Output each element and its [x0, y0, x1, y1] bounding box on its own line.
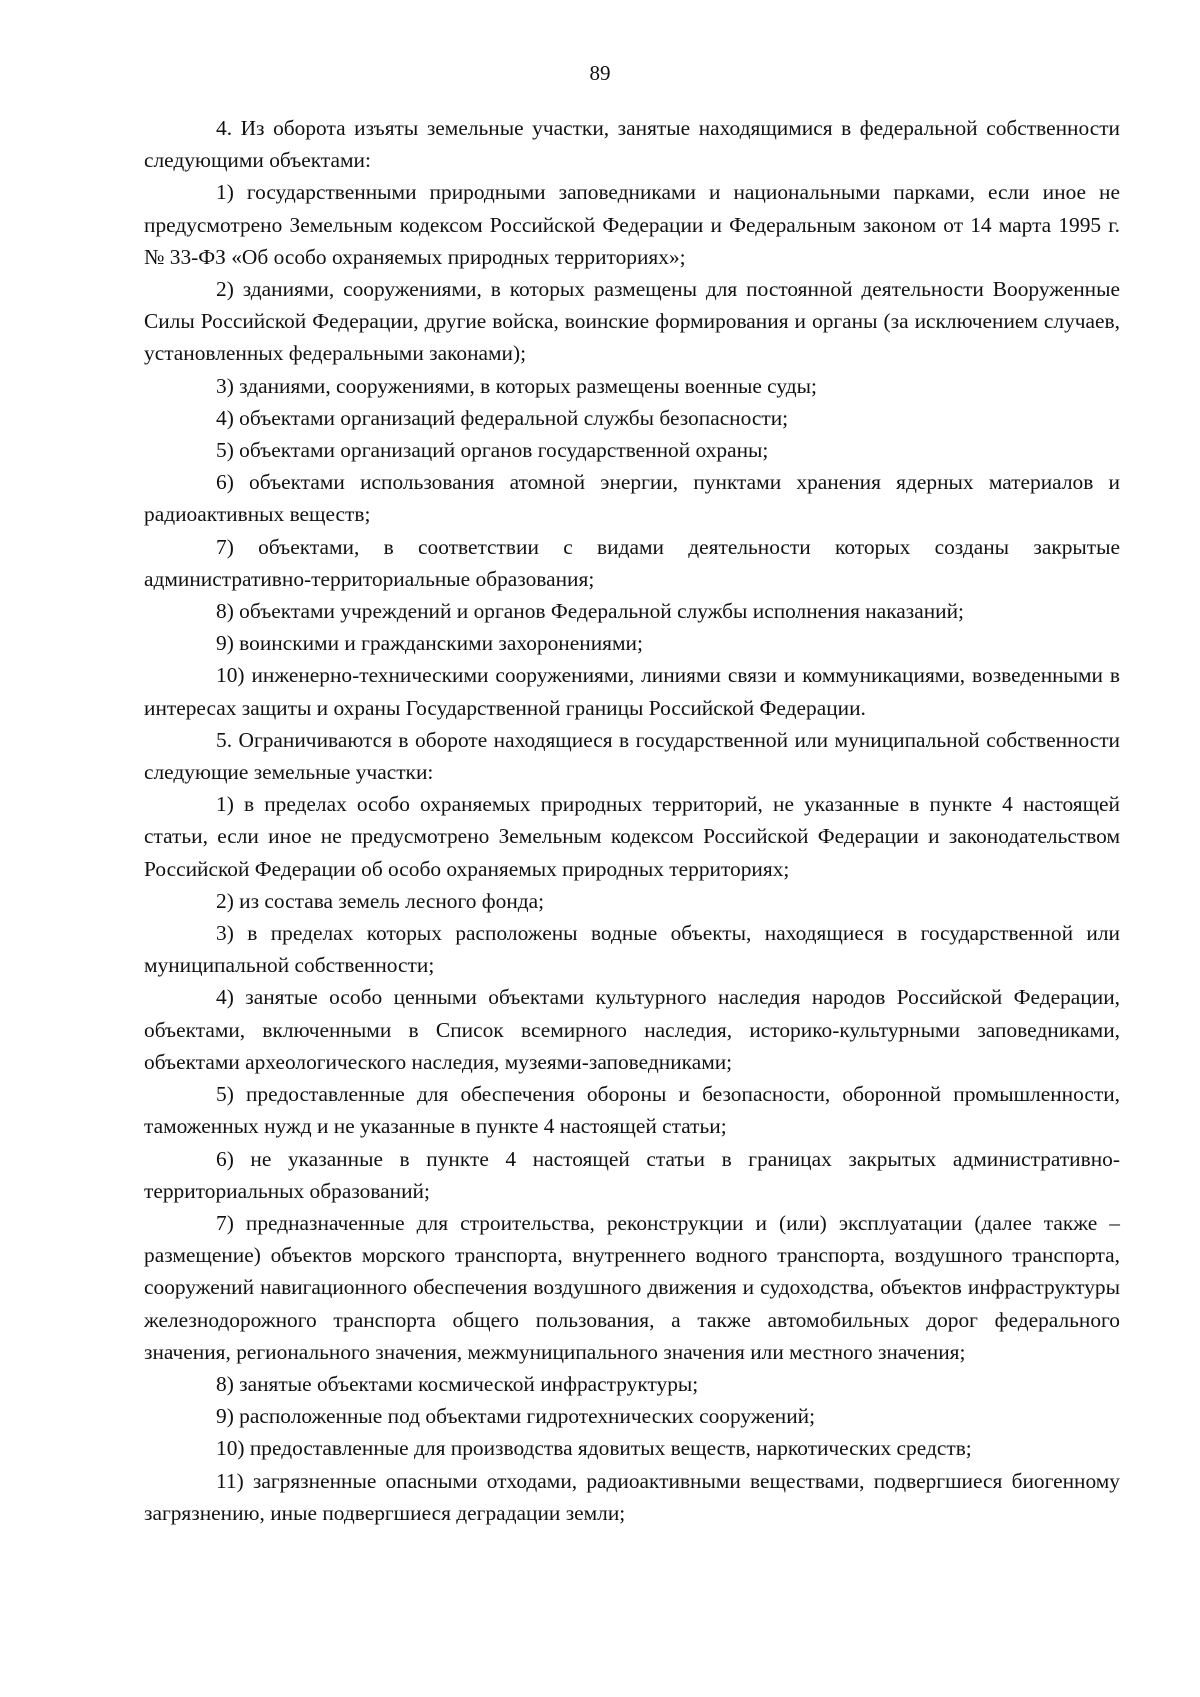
paragraph-item-5-8: 8) занятые объектами космической инфраструктуры;	[216, 1371, 699, 1396]
page-number: 89	[589, 61, 611, 85]
paragraph-item-4-3: 3) зданиями, сооружениями, в которых размещены военные суды;	[216, 373, 817, 398]
paragraph-item-5-9: 9) расположенные под объектами гидротехнических сооружений;	[216, 1404, 816, 1429]
paragraph-item-5-6: 6) не указанные в пункте 4 настоящей статьи в границах закрытых административно-территориальных образований;	[144, 1146, 1120, 1203]
paragraph-item-4-6: 6) объектами использования атомной энергии, пунктами хранения ядерных материалов и радиоактивных веществ;	[144, 470, 1120, 527]
paragraph-item-5-2: 2) из состава земель лесного фонда;	[216, 888, 545, 913]
paragraph-item-5-1: 1) в пределах особо охраняемых природных территорий, не указанные в пункте 4 настоящей статьи, если иное не предусмотрено Земельным кодексом Российской Федерации и законодательством Российской Федерации об особо охраняемых природных территориях;	[144, 792, 1120, 881]
paragraph-item-5-intro: 5. Ограничиваются в обороте находящиеся в государственной или муниципальной собственности следующие земельные участки:	[144, 727, 1120, 785]
paragraph-item-4-9: 9) воинскими и гражданскими захоронениями;	[216, 631, 643, 656]
paragraph-item-5-10: 10) предоставленные для производства ядовитых веществ, наркотических средств;	[216, 1436, 972, 1461]
paragraph-item-4-1: 1) государственными природными заповедниками и национальными парками, если иное не предусмотрено Земельным кодексом Российской Федерации и Федеральным законом от 14 марта 1995 г. № 33-ФЗ «Об особо охраняемых природных территориях»;	[144, 180, 1120, 269]
paragraph-item-4-7: 7) объектами, в соответствии с видами деятельности которых созданы закрытые административно-территориальные образования;	[144, 534, 1120, 591]
paragraph-item-4-10: 10) инженерно-техническими сооружениями, линиями связи и коммуникациями, возведенными в интересах защиты и охраны Государственной границы Российской Федерации.	[144, 663, 1120, 720]
paragraph-item-5-4: 4) занятые особо ценными объектами культурного наследия народов Российской Федерации, объектами, включенными в Список всемирного наследия, историко-культурными заповедниками, объектами археологического наследия, музеями-заповедниками;	[144, 985, 1120, 1074]
paragraph-item-5-7: 7) предназначенные для строительства, реконструкции и (или) эксплуатации (далее также – размещение) объектов морского транспорта, внутреннего водного транспорта, воздушного транспорта, сооружений навигационного обеспечения воздушного движения и судоходства, объектов инфраструктуры железнодорожного транспорта общего пользования, а также автомобильных дорог федерального значения, регионального значения, межмуниципального значения или местного значения;	[144, 1210, 1120, 1364]
paragraph-item-4-2: 2) зданиями, сооружениями, в которых размещены для постоянной деятельности Вооруженные Силы Российской Федерации, другие войска, воинские формирования и органы (за исключением случаев, установленных федеральными законами);	[144, 277, 1120, 366]
paragraph-item-5-11: 11) загрязненные опасными отходами, радиоактивными веществами, подвергшиеся биогенному загрязнению, иные подвергшиеся деградации земли;	[144, 1468, 1120, 1525]
paragraph-item-4-4: 4) объектами организаций федеральной службы безопасности;	[216, 405, 789, 430]
paragraph-item-4-8: 8) объектами учреждений и органов Федеральной службы исполнения наказаний;	[216, 599, 964, 624]
document-body	[144, 112, 1120, 1529]
paragraph-item-4-intro: 4. Из оборота изъяты земельные участки, занятые находящимися в федеральной собственности следующими объектами:	[144, 116, 1120, 173]
paragraph-item-5-3: 3) в пределах которых расположены водные объекты, находящиеся в государственной или муниципальной собственности;	[144, 921, 1120, 978]
paragraph-item-4-5: 5) объектами организаций органов государственной охраны;	[216, 438, 769, 463]
paragraph-item-5-5: 5) предоставленные для обеспечения обороны и безопасности, оборонной промышленности, таможенных нужд и не указанные в пункте 4 настоящей статьи;	[144, 1082, 1120, 1139]
